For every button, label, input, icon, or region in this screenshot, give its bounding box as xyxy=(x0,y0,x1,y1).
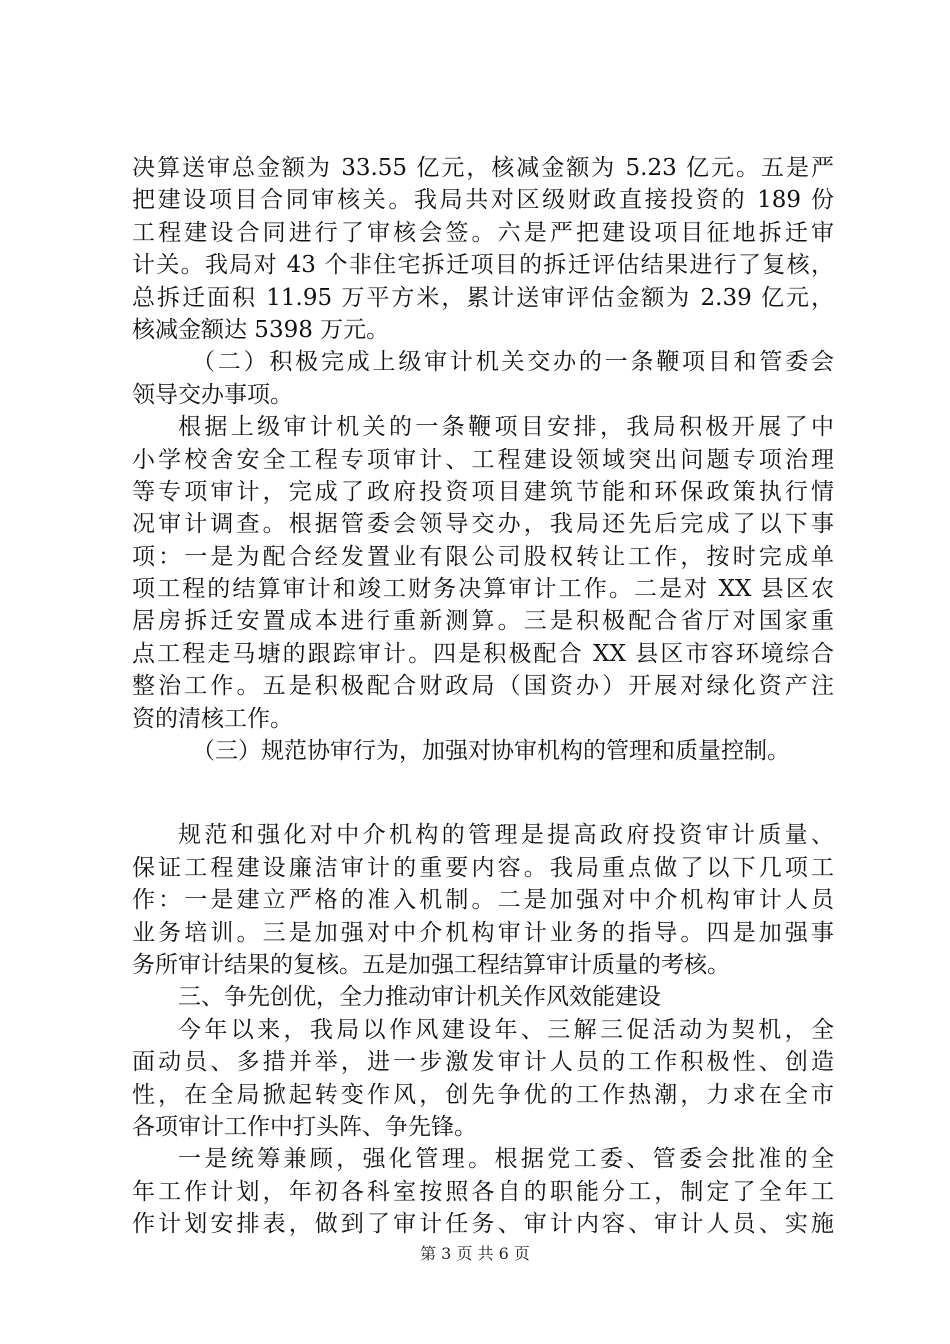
section-heading: （二）积极完成上级审计机关交办的一条鞭项目和管委会 xyxy=(192,349,834,376)
text-line: 作：一是建立严格的准入机制。二是加强对中介机构审计人员 xyxy=(132,887,834,914)
text-line: 规范和强化对中介机构的管理是提高政府投资审计质量、 xyxy=(178,822,834,849)
text-line: 务所审计结果的复核。五是加强工程结算审计质量的考核。 xyxy=(132,951,730,978)
text-line: 居房拆迁安置成本进行重新测算。三是积极配合省厅对国家重 xyxy=(132,608,834,635)
paragraph-gap xyxy=(132,767,834,819)
text-line: 项：一是为配合经发置业有限公司股权转让工作，按时完成单 xyxy=(132,543,834,570)
text-line: 保证工程建设廉洁审计的重要内容。我局重点做了以下几项工 xyxy=(132,854,834,881)
text-line: 总拆迁面积 11.95 万平方米，累计送审评估金额为 2.39 亿元， xyxy=(132,284,834,311)
text-line: 等专项审计，完成了政府投资项目建筑节能和环保政策执行情 xyxy=(132,478,834,505)
text-line: 决算送审总金额为 33.55 亿元，核减金额为 5.23 亿元。五是严 xyxy=(132,155,834,181)
section-heading: （三）规范协审行为，加强对协审机构的管理和质量控制。 xyxy=(192,738,790,765)
text-line: 一是统筹兼顾，强化管理。根据党工委、管委会批准的全 xyxy=(178,1146,834,1173)
text-line: 性，在全局掀起转变作风，创先争优的工作热潮，力求在全市 xyxy=(132,1081,834,1108)
section-heading-continued: 领导交办事项。 xyxy=(132,381,293,408)
text-line: 工程建设合同进行了审核会签。六是严把建设项目征地拆迁审 xyxy=(132,219,834,246)
text-line: 资的清核工作。 xyxy=(132,705,293,732)
text-line: 核减金额达 5398 万元。 xyxy=(132,316,390,343)
text-line: 业务培训。三是加强对中介机构审计业务的指导。四是加强事 xyxy=(132,919,834,946)
text-line: 整治工作。五是积极配合财政局（国资办）开展对绿化资产注 xyxy=(132,673,834,700)
page-number: 第 3 页 共 6 页 xyxy=(420,1244,530,1263)
text-line: 今年以来，我局以作风建设年、三解三促活动为契机，全 xyxy=(178,1016,834,1043)
document-body xyxy=(132,152,834,1241)
text-line: 点工程走马塘的跟踪审计。四是积极配合 XX 县区市容环境综合 xyxy=(132,640,834,667)
text-line: 把建设项目合同审核关。我局共对区级财政直接投资的 189 份 xyxy=(132,187,834,214)
text-line: 项工程的结算审计和竣工财务决算审计工作。二是对 XX 县区农 xyxy=(132,576,834,603)
text-line: 各项审计工作中打头阵、争先锋。 xyxy=(132,1113,477,1140)
text-line: 小学校舍安全工程专项审计、工程建设领域突出问题专项治理 xyxy=(132,446,834,473)
text-line: 况审计调查。根据管委会领导交办，我局还先后完成了以下事 xyxy=(132,511,834,538)
section-heading: 三、争先创优，全力推动审计机关作风效能建设 xyxy=(178,984,661,1011)
text-line: 面动员、多措并举，进一步激发审计人员的工作积极性、创造 xyxy=(132,1049,834,1076)
text-line: 计关。我局对 43 个非住宅拆迁项目的拆迁评估结果进行了复核， xyxy=(132,252,834,279)
text-line: 作计划安排表，做到了审计任务、审计内容、审计人员、实施 xyxy=(132,1211,834,1238)
text-line: 根据上级审计机关的一条鞭项目安排，我局积极开展了中 xyxy=(178,414,834,441)
text-line: 年工作计划，年初各科室按照各自的职能分工，制定了全年工 xyxy=(132,1178,834,1205)
